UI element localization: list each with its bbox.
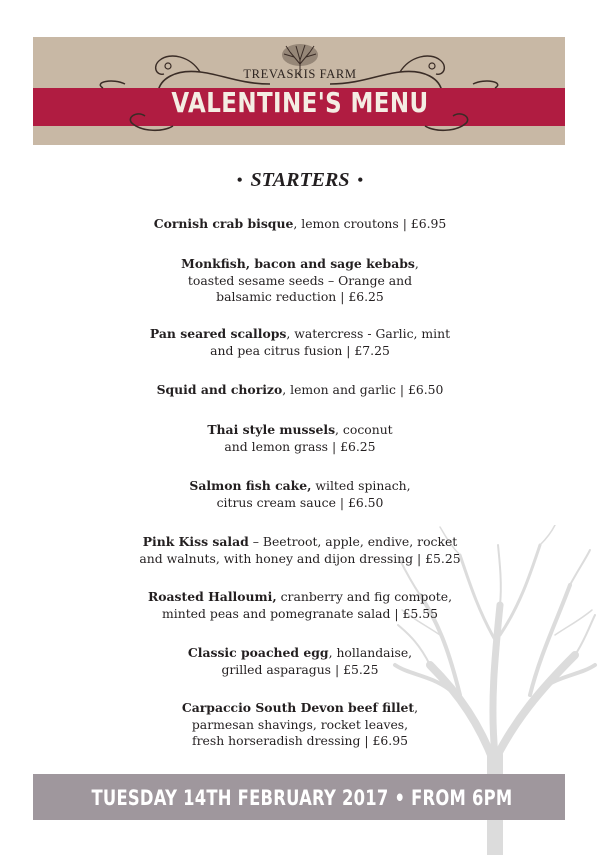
dish-description: – Beetroot, apple, endive, rocket: [248, 534, 458, 549]
dish-name: Classic poached egg: [187, 645, 329, 660]
bullet-right: •: [357, 172, 364, 189]
section-title-text: STARTERS: [250, 169, 350, 191]
menu-item: [100, 256, 500, 306]
menu-item: [100, 478, 500, 511]
menu-item: [100, 422, 500, 455]
dish-name: Thai style mussels: [207, 422, 336, 437]
dish-description-line2: minted peas and pomegranate salad | £5.55: [162, 605, 438, 621]
dish-description: wilted spinach,: [311, 478, 411, 493]
menu-item: [100, 589, 500, 622]
dish-description-line2: and pea citrus fusion | £7.25: [210, 342, 390, 358]
dish-name: Roasted Halloumi,: [147, 589, 277, 604]
menu-item: [100, 216, 500, 233]
dish-description: ,: [414, 256, 419, 271]
menu-item: [100, 326, 500, 359]
dish-description-line2: grilled asparagus | £5.25: [221, 661, 379, 677]
dish-description-line2: and lemon grass | £6.25: [224, 438, 376, 454]
dish-name: Monkfish, bacon and sage kebabs: [181, 256, 415, 271]
dish-description-line2: citrus cream sauce | £6.50: [216, 494, 384, 510]
dish-description: ,: [414, 700, 419, 715]
dish-description: cranberry and fig compote,: [276, 589, 453, 604]
menu-item: [100, 534, 500, 567]
dish-name: Cornish crab bisque: [153, 216, 294, 231]
menu-item: [100, 382, 500, 399]
dish-description-line3: fresh horseradish dressing | £6.95: [192, 733, 408, 748]
section-title-starters: [0, 169, 600, 192]
menu-title: VALENTINE'S MENU: [171, 86, 429, 119]
dish-name: Pan seared scallops: [149, 326, 287, 341]
dish-description-line3: balsamic reduction | £6.25: [216, 289, 384, 304]
dish-description: , lemon croutons | £6.95: [293, 216, 447, 231]
dish-description: , hollandaise,: [328, 645, 413, 660]
dish-name: Salmon fish cake,: [189, 478, 312, 493]
dish-description-line2: toasted sesame seeds – Orange and: [187, 272, 413, 288]
dish-description: , coconut: [335, 422, 393, 437]
dish-name: Pink Kiss salad: [142, 534, 249, 549]
farm-name: TREVASKIS FARM: [243, 67, 357, 81]
dish-description: , lemon and garlic | £6.50: [282, 382, 444, 397]
bullet-left: •: [236, 172, 243, 189]
dish-description-line2: and walnuts, with honey and dijon dressing | £5.25: [139, 550, 461, 566]
menu-item: [100, 700, 500, 750]
dish-description-line2: parmesan shavings, rocket leaves,: [191, 716, 409, 732]
dish-name: Carpaccio South Devon beef fillet: [181, 700, 415, 715]
footer-banner: [33, 774, 565, 820]
dish-description: , watercress - Garlic, mint: [286, 326, 451, 341]
event-date-text: TUESDAY 14TH FEBRUARY 2017 • FROM 6PM: [91, 786, 513, 810]
dish-name: Squid and chorizo: [156, 382, 283, 397]
menu-item: [100, 645, 500, 678]
